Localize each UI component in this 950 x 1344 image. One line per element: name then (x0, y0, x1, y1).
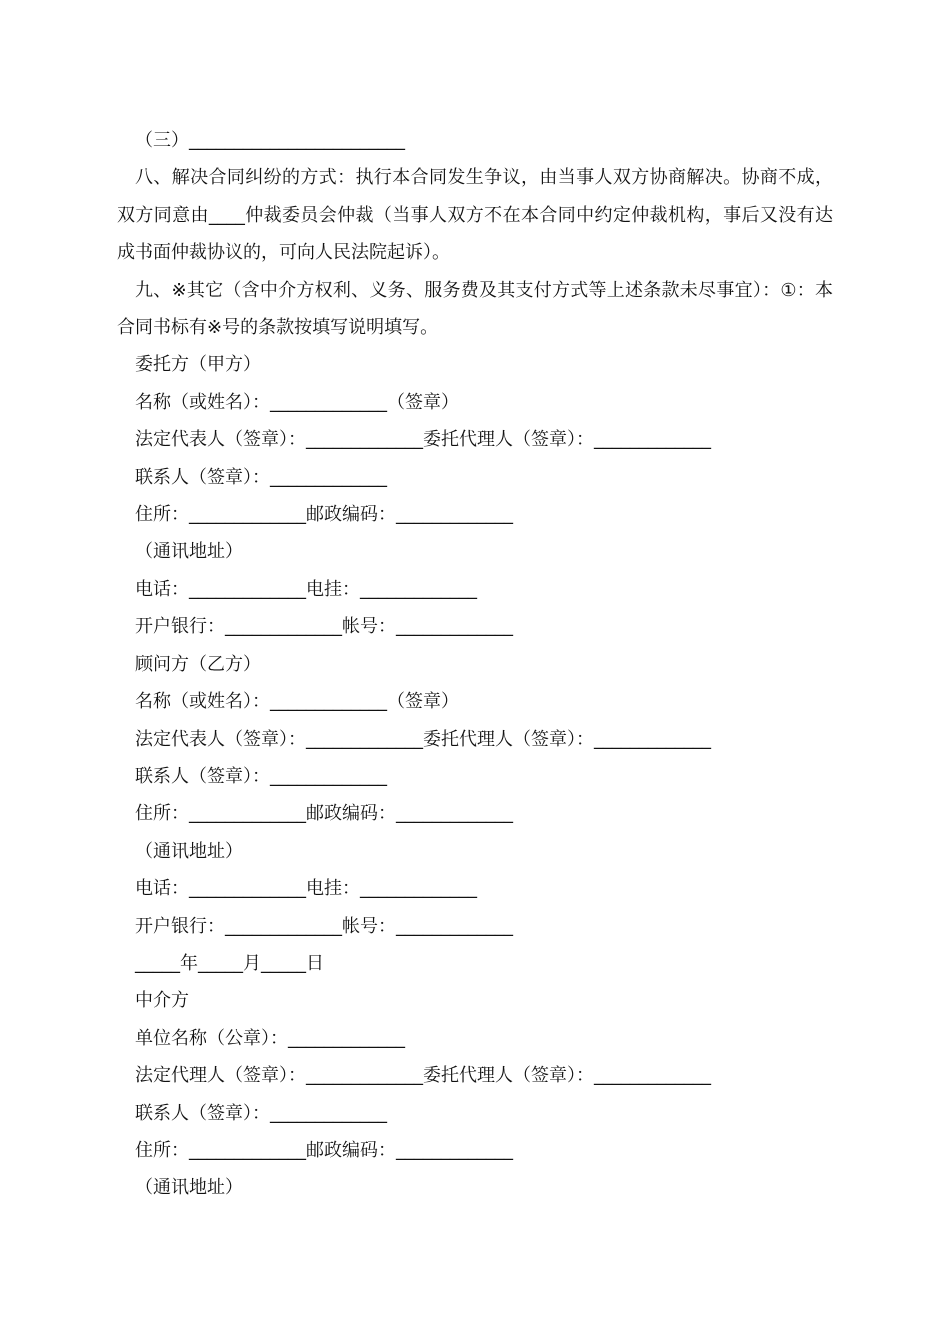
party-a-legal-rep: 法定代表人（签章）：_____________委托代理人（签章）：_____________ (135, 429, 711, 451)
clause-nine: 九、※其它（含中介方权利、义务、服务费及其支付方式等上述条款未尽事宜）：①：本合同书标有※号的条款按填写说明填写。 (117, 279, 833, 339)
party-a-contact: 联系人（签章）：_____________ (135, 466, 387, 488)
party-b-bank: 开户银行：_____________帐号：_____________ (135, 915, 513, 937)
intermediary-unit: 单位名称（公章）：_____________ (135, 1027, 405, 1049)
clause-eight: 八、解决合同纠纷的方式：执行本合同发生争议，由当事人双方协商解决。协商不成，双方同意由____仲裁委员会仲裁（当事人双方不在本合同中约定仲裁机构，事后又没有达成书面仲裁协议的，可向人民法院起诉）。 (117, 167, 833, 264)
intermediary-title: 中介方 (135, 990, 189, 1012)
party-b-legal-rep: 法定代表人（签章）：_____________委托代理人（签章）：_____________ (135, 728, 711, 750)
party-a-title: 委托方（甲方） (135, 354, 261, 376)
date-line: _____年_____月_____日 (135, 952, 324, 974)
party-b-phone: 电话：_____________电挂：_____________ (135, 878, 477, 900)
contract-body (117, 122, 833, 1207)
party-b-address: 住所：_____________邮政编码：_____________ (135, 803, 513, 825)
party-b-contact: 联系人（签章）：_____________ (135, 765, 387, 787)
party-b-mail-address: （通讯地址） (135, 840, 243, 862)
party-a-phone: 电话：_____________电挂：_____________ (135, 578, 477, 600)
intermediary-mail-address: （通讯地址） (135, 1177, 243, 1199)
party-b-name: 名称（或姓名）：_____________（签章） (135, 691, 459, 713)
party-a-bank: 开户银行：_____________帐号：_____________ (135, 616, 513, 638)
party-a-mail-address: （通讯地址） (135, 541, 243, 563)
intermediary-address: 住所：_____________邮政编码：_____________ (135, 1139, 513, 1161)
party-a-address: 住所：_____________邮政编码：_____________ (135, 504, 513, 526)
intermediary-legal-rep: 法定代理人（签章）：_____________委托代理人（签章）：_____________ (135, 1065, 711, 1087)
party-b-title: 顾问方（乙方） (135, 653, 261, 675)
intermediary-contact: 联系人（签章）：_____________ (135, 1102, 387, 1124)
party-a-name: 名称（或姓名）：_____________（签章） (135, 391, 459, 413)
item-three-blank: （三）________________________ (135, 130, 405, 151)
